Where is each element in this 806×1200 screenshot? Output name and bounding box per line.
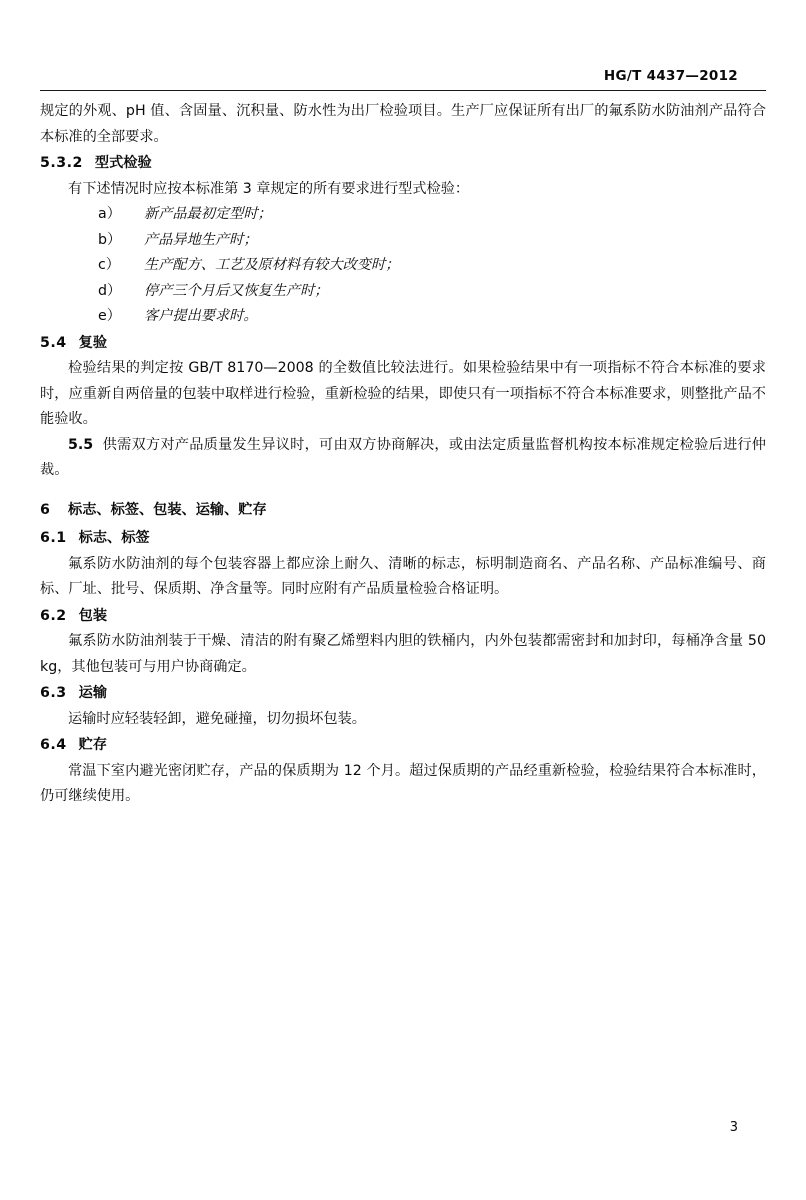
heading-6-3 [40,681,766,707]
page-header [0,68,806,84]
heading-6-3-title: 运输 [78,685,108,701]
list-marker: b） [98,231,122,248]
list-item [40,279,766,305]
heading-6 [40,498,766,524]
list-text: 停产三个月后又恢复生产时； [144,282,329,299]
sec-6-4-paragraph: 常温下室内避光密闭贮存，产品的保质期为 12 个月。超过保质期的产品经重新检验，检验结果符合本标准时，仍可继续使用。 [40,762,766,804]
page-number: 3 [729,1120,738,1135]
list-text: 生产配方、工艺及原材料有较大改变时； [144,257,400,273]
heading-6-2-number: 6.2 [40,607,67,624]
list-text: 新产品最初定型时； [144,206,272,222]
heading-6-1 [40,526,766,552]
section-gap [40,484,766,498]
list-marker: d） [98,282,122,299]
list-marker: a） [98,206,121,222]
list-item [40,202,766,228]
list-marker: c） [98,257,120,273]
sec-5-5-text: 供需双方对产品质量发生异议时，可由双方协商解决，或由法定质量监督机构按本标准规定检验后进行仲裁。 [40,436,766,478]
heading-5-3-2 [40,151,766,177]
list-item [40,304,766,330]
heading-6-number: 6 [40,501,50,518]
heading-6-2-title: 包装 [78,607,108,624]
list-item [40,253,766,279]
heading-6-1-number: 6.1 [40,530,67,546]
sec-5-4-paragraph: 检验结果的判定按 GB/T 8170—2008 的全数值比较法进行。如果检验结果中有一项指标不符合本标准的要求时，应重新自两倍量的包装中取样进行检验，重新检验的结果，即使只有一项指标不符合本标准要求，则整批产品不能验收。 [40,360,766,427]
heading-6-2 [40,604,766,630]
continued-paragraph: 规定的外观、pH 值、含固量、沉积量、防水性为出厂检验项目。生产厂应保证所有出厂的氟系防水防油剂产品符合本标准的全部要求。 [40,103,766,145]
list-text: 产品异地生产时； [144,231,258,248]
list-item [40,228,766,254]
heading-6-1-title: 标志、标签 [78,530,150,546]
header-divider [40,90,766,91]
sub-gap [40,523,766,525]
heading-6-4-number: 6.4 [40,737,67,753]
heading-5-4-number: 5.4 [40,334,67,351]
heading-5-3-2-number: 5.3.2 [40,155,83,171]
sec-5-5-number: 5.5 [68,436,94,453]
heading-5-4 [40,331,766,357]
heading-5-4-title: 复验 [78,334,108,351]
type-test-list [40,202,766,330]
page-content [40,99,766,810]
sec-6-1-paragraph: 氟系防水防油剂的每个包装容器上都应涂上耐久、清晰的标志，标明制造商名、产品名称、产品标准编号、商标、厂址、批号、保质期、净含量等。同时应附有产品质量检验合格证明。 [40,555,766,597]
heading-6-title: 标志、标签、包装、运输、贮存 [68,501,267,518]
heading-6-4 [40,733,766,759]
heading-5-3-2-title: 型式检验 [94,155,152,171]
sec-5-5-paragraph [40,433,766,484]
list-marker: e） [98,308,121,324]
heading-6-3-number: 6.3 [40,685,67,701]
sec-5-3-2-intro: 有下述情况时应按本标准第 3 章规定的所有要求进行型式检验： [68,180,470,197]
sec-6-2-paragraph: 氟系防水防油剂装于干燥、清洁的附有聚乙烯塑料内胆的铁桶内，内外包装都需密封和加封印，每桶净含量 50 kg，其他包装可与用户协商确定。 [40,633,766,675]
list-text: 客户提出要求时。 [144,308,258,324]
sec-6-3-paragraph: 运输时应轻装轻卸，避免碰撞，切勿损坏包装。 [68,710,366,727]
heading-6-4-title: 贮存 [78,737,108,753]
standard-code: HG/T 4437—2012 [603,68,738,84]
